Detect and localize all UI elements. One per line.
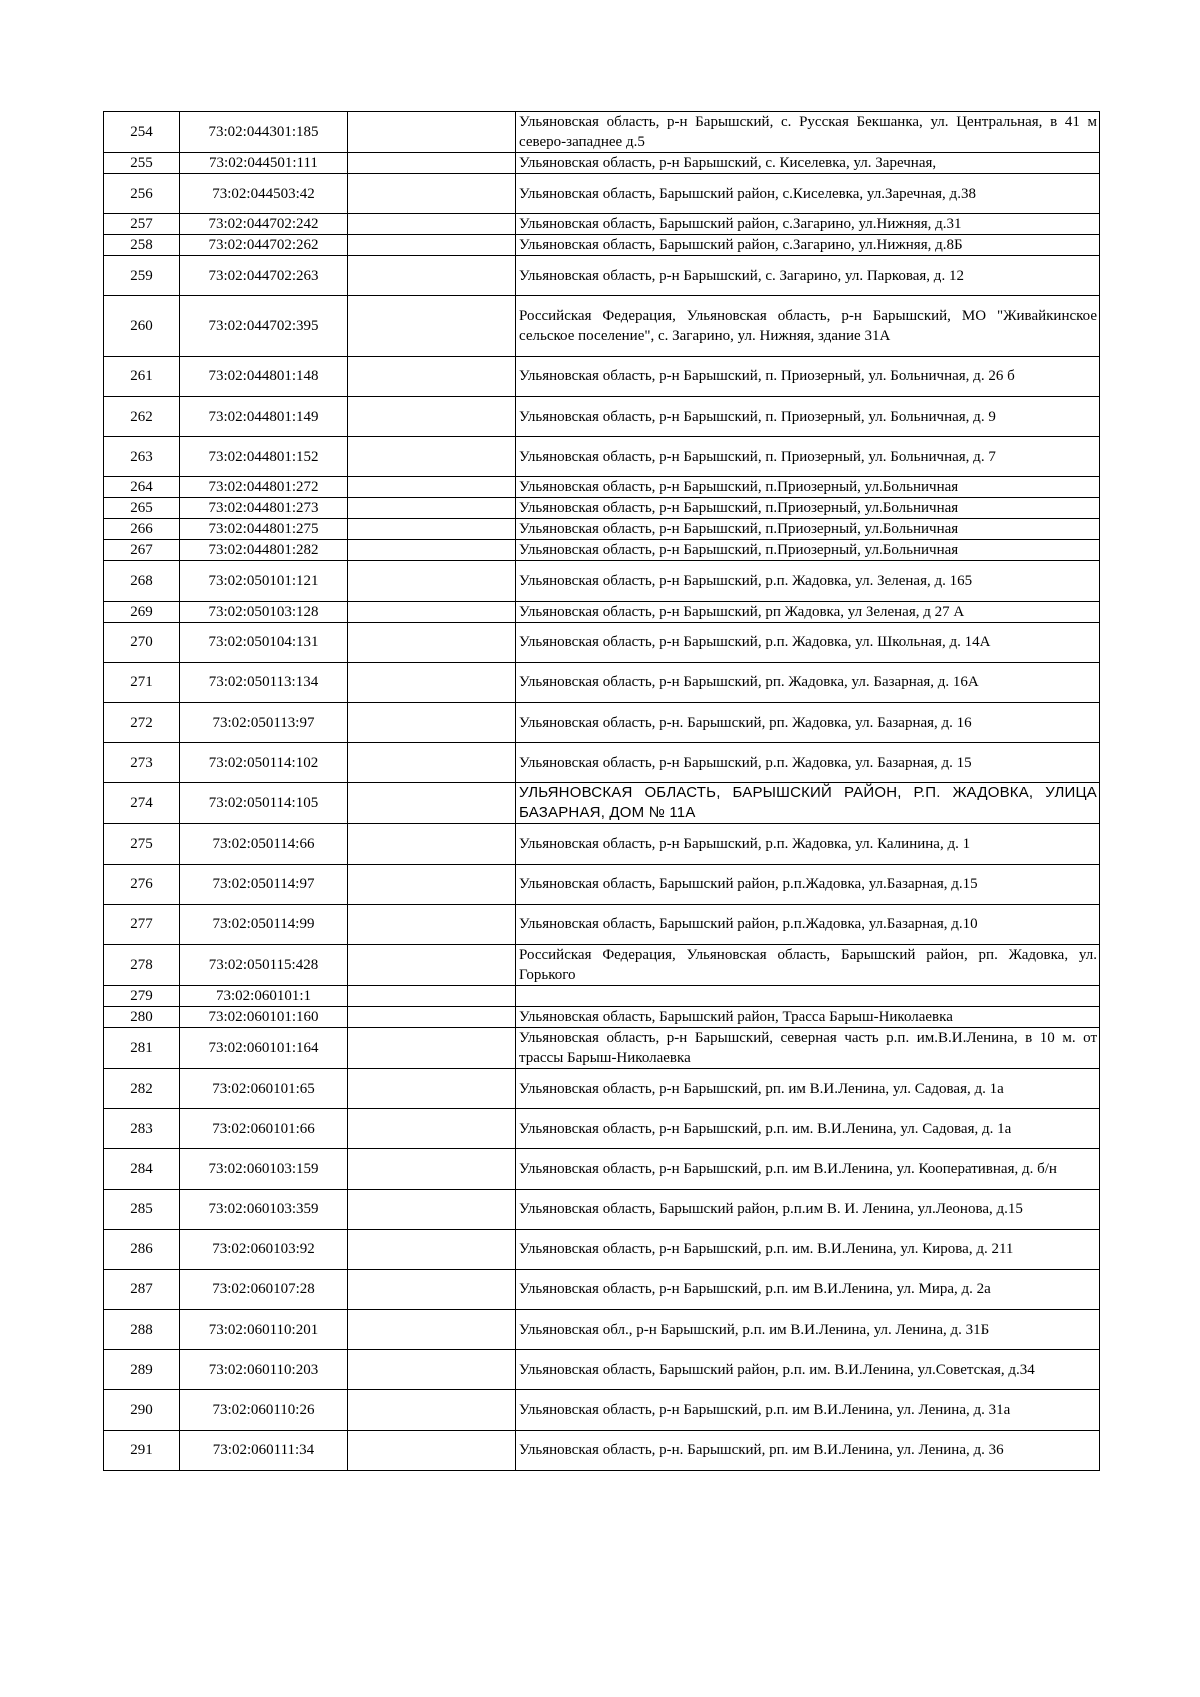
cadastral-table	[103, 111, 1100, 1471]
empty-cell	[348, 112, 516, 153]
row-number-cell: 257	[104, 214, 180, 235]
address-cell: Ульяновская область, Барышский район, с.Киселевка, ул.Заречная, д.38	[516, 174, 1100, 214]
row-number-cell: 283	[104, 1109, 180, 1149]
empty-cell	[348, 356, 516, 396]
address-cell	[516, 985, 1100, 1006]
cadastral-number-cell: 73:02:050113:134	[180, 662, 348, 702]
address-cell: Ульяновская область, р-н. Барышский, рп. Жадовка, ул. Базарная, д. 16	[516, 703, 1100, 743]
row-number-cell: 290	[104, 1390, 180, 1430]
row-number-cell: 285	[104, 1189, 180, 1229]
empty-cell	[348, 477, 516, 498]
cadastral-number-cell: 73:02:060103:159	[180, 1149, 348, 1189]
table-row	[104, 622, 1100, 662]
cadastral-number-cell: 73:02:060107:28	[180, 1269, 348, 1309]
cadastral-number-cell: 73:02:050103:128	[180, 601, 348, 622]
empty-cell	[348, 622, 516, 662]
row-number-cell: 262	[104, 397, 180, 437]
empty-cell	[348, 1229, 516, 1269]
address-cell: Ульяновская область, р-н Барышский, рп Жадовка, ул Зеленая, д 27 А	[516, 601, 1100, 622]
address-cell: Ульяновская область, Барышский район, р.п.им В. И. Ленина, ул.Леонова, д.15	[516, 1189, 1100, 1229]
empty-cell	[348, 1189, 516, 1229]
row-number-cell: 272	[104, 703, 180, 743]
row-number-cell: 266	[104, 519, 180, 540]
cadastral-number-cell: 73:02:060111:34	[180, 1430, 348, 1470]
address-cell: Ульяновская область, р-н Барышский, р.п. им. В.И.Ленина, ул. Садовая, д. 1а	[516, 1109, 1100, 1149]
table-row	[104, 477, 1100, 498]
cadastral-number-cell: 73:02:044501:111	[180, 153, 348, 174]
cadastral-number-cell: 73:02:050114:97	[180, 864, 348, 904]
cadastral-number-cell: 73:02:060101:160	[180, 1006, 348, 1027]
row-number-cell: 274	[104, 783, 180, 824]
row-number-cell: 263	[104, 437, 180, 477]
empty-cell	[348, 1006, 516, 1027]
row-number-cell: 261	[104, 356, 180, 396]
row-number-cell: 265	[104, 498, 180, 519]
cadastral-number-cell: 73:02:044301:185	[180, 112, 348, 153]
address-cell: Ульяновская область, р-н Барышский, р.п. Жадовка, ул. Зеленая, д. 165	[516, 561, 1100, 601]
row-number-cell: 284	[104, 1149, 180, 1189]
row-number-cell: 264	[104, 477, 180, 498]
row-number-cell: 269	[104, 601, 180, 622]
address-cell: Ульяновская обл., р-н Барышский, р.п. им В.И.Ленина, ул. Ленина, д. 31Б	[516, 1310, 1100, 1350]
address-cell: Ульяновская область, р-н Барышский, рп. им В.И.Ленина, ул. Садовая, д. 1а	[516, 1068, 1100, 1108]
empty-cell	[348, 1149, 516, 1189]
empty-cell	[348, 1269, 516, 1309]
row-number-cell: 278	[104, 944, 180, 985]
table-row	[104, 519, 1100, 540]
address-cell: Ульяновская область, р-н Барышский, р.п. им В.И.Ленина, ул. Ленина, д. 31а	[516, 1390, 1100, 1430]
row-number-cell: 282	[104, 1068, 180, 1108]
address-cell: Ульяновская область, р-н Барышский, р.п. Жадовка, ул. Калинина, д. 1	[516, 824, 1100, 864]
empty-cell	[348, 944, 516, 985]
table-row	[104, 397, 1100, 437]
cadastral-number-cell: 73:02:050113:97	[180, 703, 348, 743]
row-number-cell: 276	[104, 864, 180, 904]
address-cell: Ульяновская область, р-н. Барышский, рп. им В.И.Ленина, ул. Ленина, д. 36	[516, 1430, 1100, 1470]
table-row	[104, 296, 1100, 357]
cadastral-number-cell: 73:02:060110:203	[180, 1350, 348, 1390]
empty-cell	[348, 214, 516, 235]
cadastral-number-cell: 73:02:044801:273	[180, 498, 348, 519]
cadastral-number-cell: 73:02:044702:262	[180, 235, 348, 256]
address-cell: Ульяновская область, р-н Барышский, п. Приозерный, ул. Больничная, д. 26 б	[516, 356, 1100, 396]
empty-cell	[348, 235, 516, 256]
table-row	[104, 356, 1100, 396]
empty-cell	[348, 296, 516, 357]
row-number-cell: 286	[104, 1229, 180, 1269]
address-cell: Российская Федерация, Ульяновская область, Барышский район, рп. Жадовка, ул. Горького	[516, 944, 1100, 985]
empty-cell	[348, 743, 516, 783]
table-row	[104, 904, 1100, 944]
address-cell: Ульяновская область, р-н Барышский, п.Приозерный, ул.Больничная	[516, 519, 1100, 540]
address-cell: Ульяновская область, р-н Барышский, р.п. им В.И.Ленина, ул. Мира, д. 2а	[516, 1269, 1100, 1309]
address-cell: Ульяновская область, Барышский район, р.п.Жадовка, ул.Базарная, д.15	[516, 864, 1100, 904]
cadastral-number-cell: 73:02:044503:42	[180, 174, 348, 214]
table-row	[104, 153, 1100, 174]
table-row	[104, 743, 1100, 783]
row-number-cell: 259	[104, 256, 180, 296]
table-row	[104, 174, 1100, 214]
empty-cell	[348, 437, 516, 477]
empty-cell	[348, 540, 516, 561]
address-cell: Ульяновская область, р-н Барышский, п. Приозерный, ул. Больничная, д. 9	[516, 397, 1100, 437]
address-cell: Ульяновская область, Барышский район, с.Загарино, ул.Нижняя, д.8Б	[516, 235, 1100, 256]
table-row	[104, 112, 1100, 153]
empty-cell	[348, 1310, 516, 1350]
address-cell: Ульяновская область, р-н Барышский, р.п. Жадовка, ул. Базарная, д. 15	[516, 743, 1100, 783]
empty-cell	[348, 397, 516, 437]
empty-cell	[348, 153, 516, 174]
table-row	[104, 235, 1100, 256]
table-row	[104, 824, 1100, 864]
empty-cell	[348, 703, 516, 743]
row-number-cell: 260	[104, 296, 180, 357]
empty-cell	[348, 256, 516, 296]
cadastral-number-cell: 73:02:060110:26	[180, 1390, 348, 1430]
cadastral-number-cell: 73:02:050114:66	[180, 824, 348, 864]
row-number-cell: 271	[104, 662, 180, 702]
table-row	[104, 864, 1100, 904]
address-cell: Ульяновская область, р-н Барышский, рп. Жадовка, ул. Базарная, д. 16А	[516, 662, 1100, 702]
cadastral-number-cell: 73:02:060110:201	[180, 1310, 348, 1350]
cadastral-number-cell: 73:02:060103:359	[180, 1189, 348, 1229]
row-number-cell: 268	[104, 561, 180, 601]
row-number-cell: 258	[104, 235, 180, 256]
table-row	[104, 1027, 1100, 1068]
cadastral-number-cell: 73:02:060101:65	[180, 1068, 348, 1108]
address-cell: Ульяновская область, Барышский район, с.Загарино, ул.Нижняя, д.31	[516, 214, 1100, 235]
row-number-cell: 291	[104, 1430, 180, 1470]
table-row	[104, 1350, 1100, 1390]
address-cell: Ульяновская область, р-н Барышский, с. Киселевка, ул. Заречная,	[516, 153, 1100, 174]
row-number-cell: 289	[104, 1350, 180, 1390]
row-number-cell: 281	[104, 1027, 180, 1068]
table-row	[104, 1269, 1100, 1309]
empty-cell	[348, 1390, 516, 1430]
row-number-cell: 287	[104, 1269, 180, 1309]
cadastral-number-cell: 73:02:044702:263	[180, 256, 348, 296]
empty-cell	[348, 519, 516, 540]
row-number-cell: 267	[104, 540, 180, 561]
address-cell: Ульяновская область, Барышский район, р.п. им. В.И.Ленина, ул.Советская, д.34	[516, 1350, 1100, 1390]
table-row	[104, 498, 1100, 519]
cadastral-number-cell: 73:02:050104:131	[180, 622, 348, 662]
row-number-cell: 255	[104, 153, 180, 174]
table-row	[104, 601, 1100, 622]
row-number-cell: 270	[104, 622, 180, 662]
table-row	[104, 985, 1100, 1006]
empty-cell	[348, 561, 516, 601]
cadastral-number-cell: 73:02:044801:272	[180, 477, 348, 498]
address-cell: Ульяновская область, р-н Барышский, п.Приозерный, ул.Больничная	[516, 540, 1100, 561]
cadastral-number-cell: 73:02:060103:92	[180, 1229, 348, 1269]
address-cell: Российская Федерация, Ульяновская область, р-н Барышский, МО "Живайкинское сельское поселение", с. Загарино, ул. Нижняя, здание 31А	[516, 296, 1100, 357]
empty-cell	[348, 783, 516, 824]
address-cell: Ульяновская область, р-н Барышский, р.п. им В.И.Ленина, ул. Кооперативная, д. б/н	[516, 1149, 1100, 1189]
cadastral-number-cell: 73:02:050115:428	[180, 944, 348, 985]
table-row	[104, 1006, 1100, 1027]
address-cell: Ульяновская область, Барышский район, Трасса Барыш-Николаевка	[516, 1006, 1100, 1027]
row-number-cell: 288	[104, 1310, 180, 1350]
cadastral-number-cell: 73:02:044801:148	[180, 356, 348, 396]
cadastral-number-cell: 73:02:060101:66	[180, 1109, 348, 1149]
empty-cell	[348, 601, 516, 622]
cadastral-number-cell: 73:02:050114:99	[180, 904, 348, 944]
address-cell: Ульяновская область, р-н Барышский, п.Приозерный, ул.Больничная	[516, 498, 1100, 519]
table-row	[104, 662, 1100, 702]
table-row	[104, 1149, 1100, 1189]
cadastral-number-cell: 73:02:044801:152	[180, 437, 348, 477]
row-number-cell: 277	[104, 904, 180, 944]
empty-cell	[348, 1430, 516, 1470]
empty-cell	[348, 662, 516, 702]
empty-cell	[348, 824, 516, 864]
table-body	[104, 112, 1100, 1471]
row-number-cell: 256	[104, 174, 180, 214]
table-row	[104, 703, 1100, 743]
address-cell: Ульяновская область, р-н Барышский, с. Русская Бекшанка, ул. Центральная, в 41 м северо-западнее д.5	[516, 112, 1100, 153]
empty-cell	[348, 1109, 516, 1149]
row-number-cell: 273	[104, 743, 180, 783]
empty-cell	[348, 904, 516, 944]
row-number-cell: 279	[104, 985, 180, 1006]
row-number-cell: 280	[104, 1006, 180, 1027]
table-row	[104, 214, 1100, 235]
cadastral-number-cell: 73:02:044702:242	[180, 214, 348, 235]
address-cell: Ульяновская область, р-н Барышский, р.п. им. В.И.Ленина, ул. Кирова, д. 211	[516, 1229, 1100, 1269]
row-number-cell: 254	[104, 112, 180, 153]
table-row	[104, 1189, 1100, 1229]
table-row	[104, 256, 1100, 296]
table-row	[104, 1068, 1100, 1108]
empty-cell	[348, 174, 516, 214]
empty-cell	[348, 1027, 516, 1068]
table-row	[104, 437, 1100, 477]
table-row	[104, 1109, 1100, 1149]
empty-cell	[348, 1350, 516, 1390]
table-row	[104, 561, 1100, 601]
address-cell: Ульяновская область, Барышский район, р.п.Жадовка, ул.Базарная, д.10	[516, 904, 1100, 944]
table-row	[104, 944, 1100, 985]
address-cell: Ульяновская область, р-н Барышский, р.п. Жадовка, ул. Школьная, д. 14А	[516, 622, 1100, 662]
cadastral-number-cell: 73:02:060101:1	[180, 985, 348, 1006]
table-row	[104, 540, 1100, 561]
empty-cell	[348, 1068, 516, 1108]
cadastral-number-cell: 73:02:044801:282	[180, 540, 348, 561]
table-row	[104, 1390, 1100, 1430]
address-cell: Ульяновская область, р-н Барышский, северная часть р.п. им.В.И.Ленина, в 10 м. от трассы Барыш-Николаевка	[516, 1027, 1100, 1068]
cadastral-number-cell: 73:02:050114:105	[180, 783, 348, 824]
cadastral-number-cell: 73:02:044801:275	[180, 519, 348, 540]
cadastral-number-cell: 73:02:044702:395	[180, 296, 348, 357]
empty-cell	[348, 985, 516, 1006]
cadastral-number-cell: 73:02:050114:102	[180, 743, 348, 783]
address-cell: Ульяновская область, р-н Барышский, п. Приозерный, ул. Больничная, д. 7	[516, 437, 1100, 477]
cadastral-number-cell: 73:02:044801:149	[180, 397, 348, 437]
address-cell: Ульяновская область, р-н Барышский, п.Приозерный, ул.Больничная	[516, 477, 1100, 498]
address-cell: Ульяновская область, р-н Барышский, с. Загарино, ул. Парковая, д. 12	[516, 256, 1100, 296]
table-row	[104, 1310, 1100, 1350]
table-row	[104, 1430, 1100, 1470]
table-row	[104, 783, 1100, 824]
row-number-cell: 275	[104, 824, 180, 864]
empty-cell	[348, 864, 516, 904]
cadastral-number-cell: 73:02:060101:164	[180, 1027, 348, 1068]
empty-cell	[348, 498, 516, 519]
cadastral-number-cell: 73:02:050101:121	[180, 561, 348, 601]
table-row	[104, 1229, 1100, 1269]
address-cell: УЛЬЯНОВСКАЯ ОБЛАСТЬ, БАРЫШСКИЙ РАЙОН, Р.П. ЖАДОВКА, УЛИЦА БАЗАРНАЯ, ДОМ № 11А	[516, 783, 1100, 824]
